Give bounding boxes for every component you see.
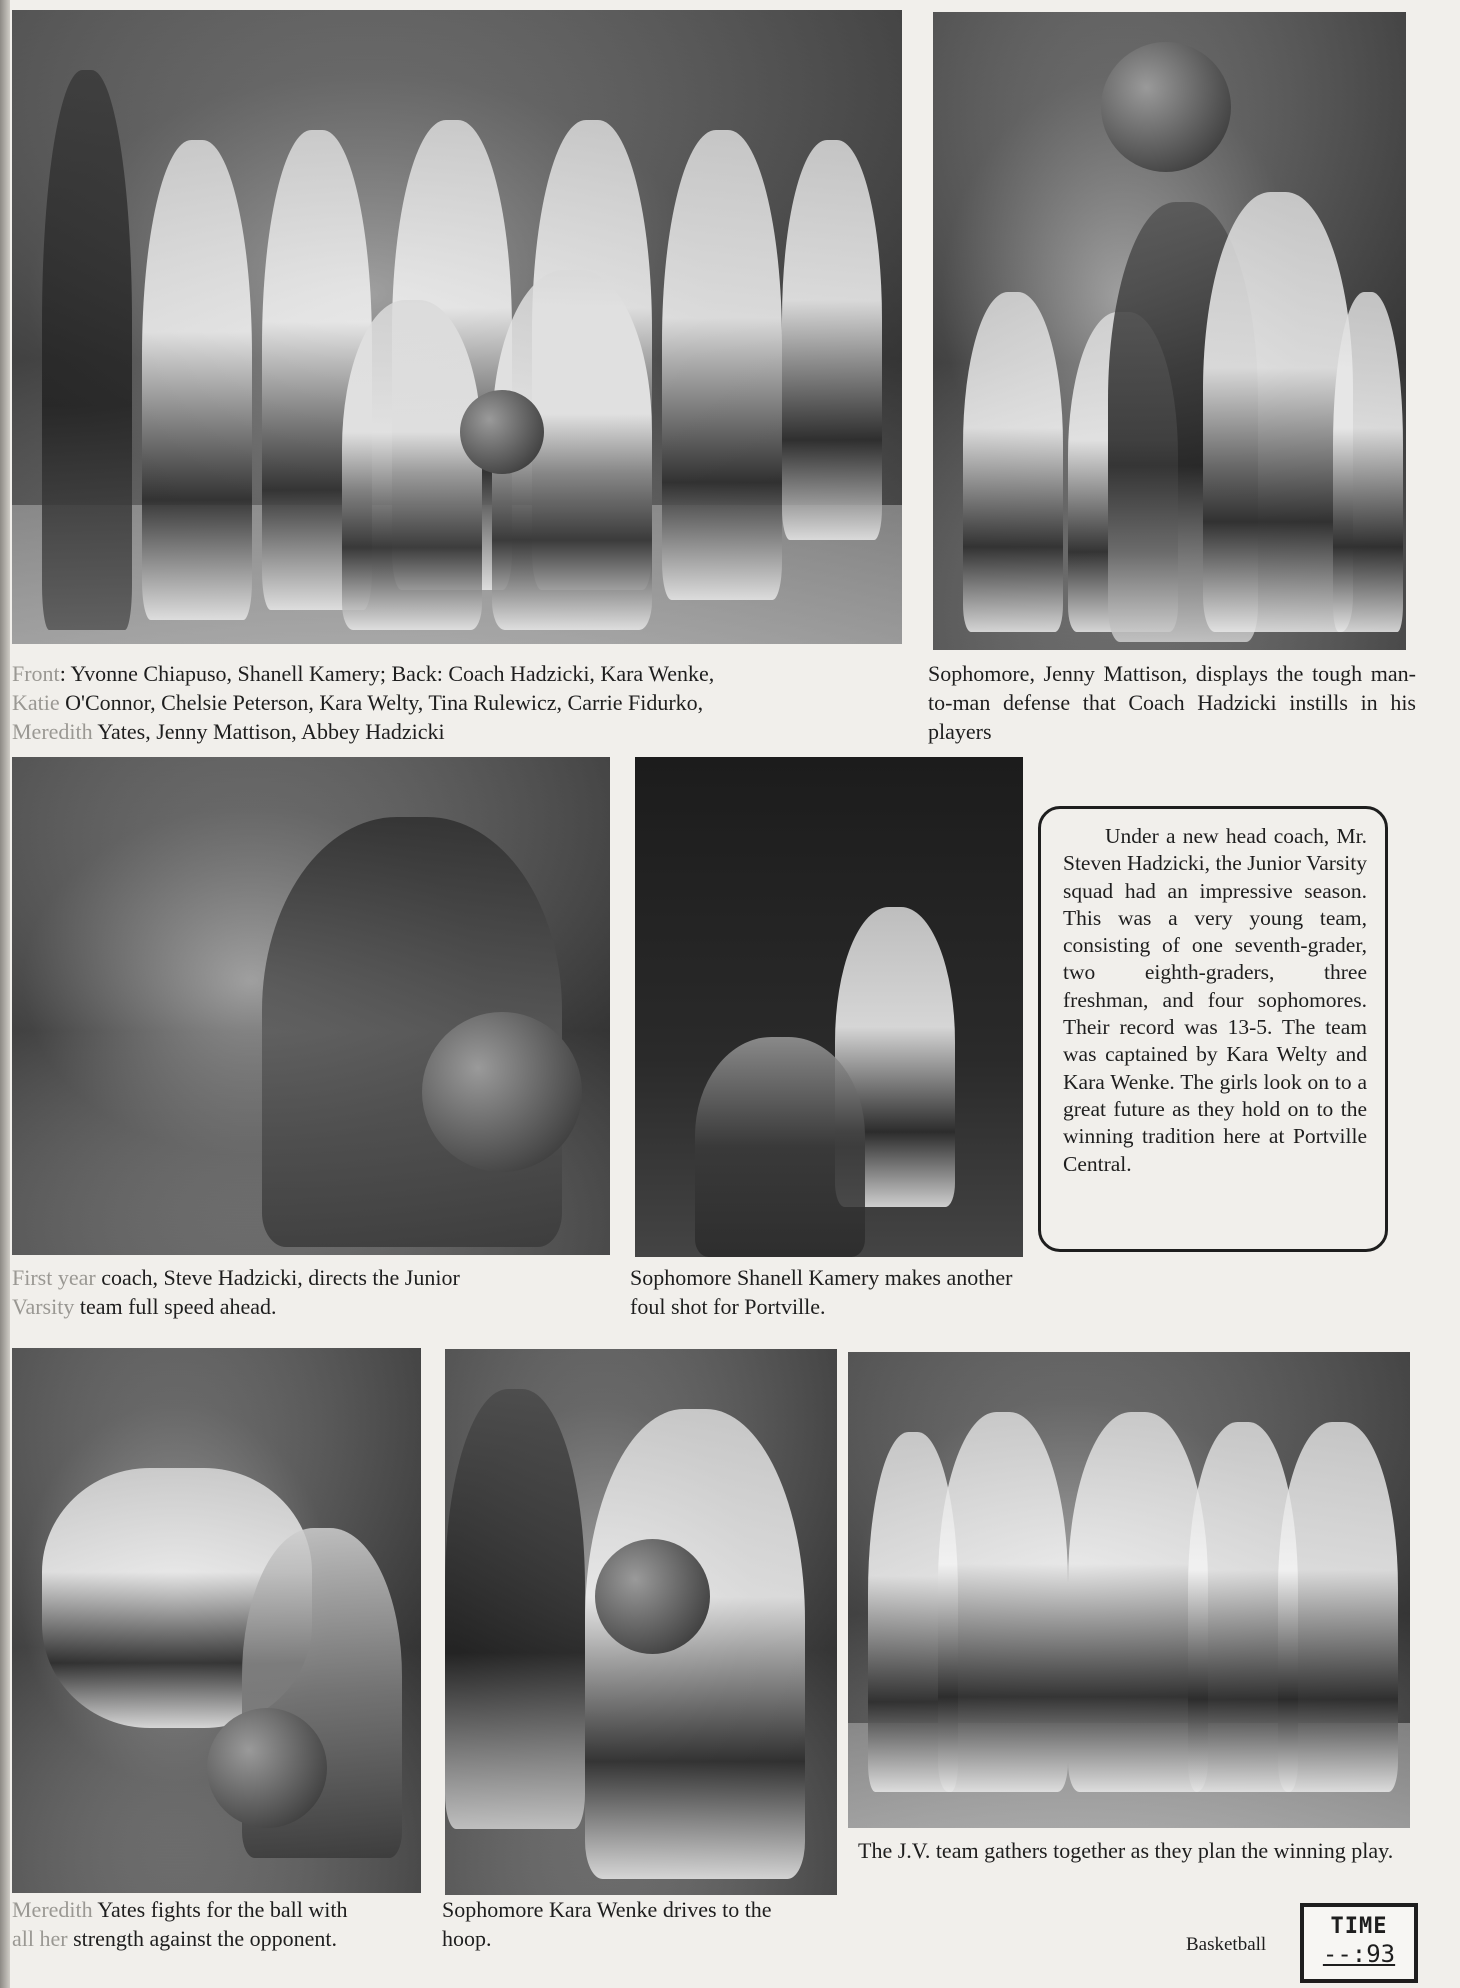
section-label: Basketball xyxy=(1186,1934,1267,1955)
caption-faded-text: Front xyxy=(12,661,60,686)
caption-faded-text: Meredith xyxy=(12,1897,93,1922)
huddle-caption: The J.V. team gathers together as they plan the winning play. xyxy=(858,1838,1394,1863)
page-number: --:93 xyxy=(1322,1940,1396,1968)
caption-faded-text: Katie xyxy=(12,690,60,715)
caption-line: Yates, Jenny Mattison, Abbey Hadzicki xyxy=(92,719,445,744)
defense-photo xyxy=(933,12,1406,650)
caption-line: strength against the opponent. xyxy=(67,1926,338,1951)
caption-line: coach, Steve Hadzicki, directs the Junior xyxy=(95,1265,460,1290)
page-number-box xyxy=(1300,1903,1418,1983)
caption-faded-text: Varsity xyxy=(12,1294,75,1319)
caption-line: : Yvonne Chiapuso, Shanell Kamery; Back: Coach Hadzicki, Kara Wenke, xyxy=(59,661,715,686)
wenke-photo xyxy=(445,1349,837,1895)
team-photo xyxy=(12,10,902,644)
foul-shot-caption: Sophomore Shanell Kamery makes another foul shot for Portville. xyxy=(630,1265,1013,1319)
yates-photo xyxy=(12,1348,421,1893)
coach-photo xyxy=(12,757,610,1255)
story-text: Under a new head coach, Mr. Steven Hadzicki, the Junior Varsity squad had an impressive season. This was a very young team, consisting of one seventh-grader, two eighth-graders, three freshman, and four sophomores. Their record was 13-5. The team was captained by Kara Welty and Kara Wenke. The girls look on to a great future as they hold on to the winning tradition here at Portville Central. xyxy=(1063,824,1367,1176)
defense-caption: Sophomore, Jenny Mattison, displays the tough man-to-man defense that Coach Hadzicki instills in his players xyxy=(928,661,1416,744)
huddle-photo xyxy=(848,1352,1410,1828)
caption-faded-text: all her xyxy=(12,1926,68,1951)
coach-caption xyxy=(12,1263,610,1321)
caption-line: O'Connor, Chelsie Peterson, Kara Welty, Tina Rulewicz, Carrie Fidurko, xyxy=(59,690,704,715)
page-binding-edge xyxy=(0,0,10,1988)
caption-faded-text: First year xyxy=(12,1265,96,1290)
caption-line: team full speed ahead. xyxy=(74,1294,277,1319)
wenke-caption: Sophomore Kara Wenke drives to the hoop. xyxy=(442,1897,772,1951)
team-photo-caption xyxy=(12,659,902,746)
time-logo-text: TIME xyxy=(1330,1914,1388,1939)
caption-line: Yates fights for the ball with xyxy=(92,1897,348,1922)
foul-shot-photo xyxy=(635,757,1023,1257)
story-box xyxy=(1038,806,1388,1252)
caption-faded-text: Meredith xyxy=(12,719,93,744)
yates-caption xyxy=(12,1895,432,1953)
